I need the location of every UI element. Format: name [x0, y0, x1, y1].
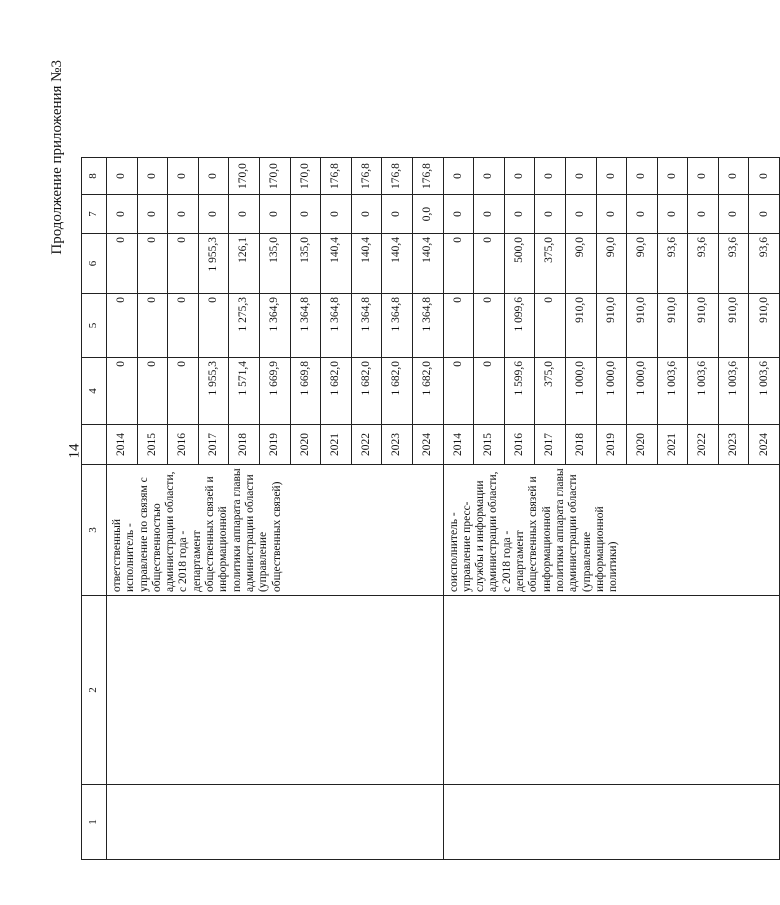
total-cell: 1 682,0	[382, 358, 413, 425]
total-cell: 1 000,0	[596, 358, 627, 425]
regional-cell: 93,6	[718, 234, 749, 294]
federal-cell: 910,0	[749, 294, 780, 358]
local-cell: 0	[443, 195, 474, 234]
header-row	[82, 158, 107, 860]
local-cell: 0	[474, 195, 505, 234]
federal-cell: 0	[198, 294, 229, 358]
other-cell: 0	[565, 158, 596, 195]
federal-cell: 0	[474, 294, 505, 358]
federal-cell: 1 364,8	[412, 294, 443, 358]
executor-description: соисполнитель - управление пресс-службы и информации администрации области, с 2018 года - департамент общественных связей и информационной политики аппарата главы администрации области (управление информационной политики)	[443, 465, 780, 596]
year-cell: 2022	[688, 425, 719, 465]
column-header-1: 2	[82, 596, 107, 785]
other-cell: 0	[137, 158, 168, 195]
table-row	[443, 158, 474, 860]
other-cell: 0	[504, 158, 535, 195]
regional-cell: 90,0	[596, 234, 627, 294]
year-cell: 2022	[351, 425, 382, 465]
other-cell: 0	[168, 158, 199, 195]
federal-cell: 1 364,8	[321, 294, 352, 358]
local-cell: 0	[229, 195, 260, 234]
local-cell: 0	[137, 195, 168, 234]
total-cell: 0	[168, 358, 199, 425]
column-header-0: 1	[82, 785, 107, 860]
total-cell: 1 682,0	[351, 358, 382, 425]
other-cell: 170,0	[290, 158, 321, 195]
total-cell: 1 955,3	[198, 358, 229, 425]
local-cell: 0	[351, 195, 382, 234]
year-cell: 2023	[718, 425, 749, 465]
other-cell: 176,8	[321, 158, 352, 195]
local-cell: 0	[168, 195, 199, 234]
local-cell: 0	[504, 195, 535, 234]
local-cell: 0	[290, 195, 321, 234]
total-cell: 1 669,8	[290, 358, 321, 425]
regional-cell: 0	[443, 234, 474, 294]
local-cell: 0	[688, 195, 719, 234]
local-cell: 0	[627, 195, 658, 234]
other-cell: 0	[627, 158, 658, 195]
other-cell: 170,0	[259, 158, 290, 195]
group-col1-cell	[107, 785, 444, 860]
year-cell: 2016	[168, 425, 199, 465]
federal-cell: 910,0	[596, 294, 627, 358]
total-cell: 1 003,6	[657, 358, 688, 425]
year-cell: 2018	[229, 425, 260, 465]
page-number: 14	[66, 443, 83, 459]
regional-cell: 90,0	[565, 234, 596, 294]
column-header-2: 3	[82, 465, 107, 596]
total-cell: 1 000,0	[565, 358, 596, 425]
table-row	[107, 158, 138, 860]
regional-cell: 93,6	[657, 234, 688, 294]
local-cell: 0	[535, 195, 566, 234]
federal-cell: 910,0	[627, 294, 658, 358]
column-header-5: 5	[82, 294, 107, 358]
other-cell: 0	[443, 158, 474, 195]
local-cell: 0	[718, 195, 749, 234]
year-cell: 2015	[137, 425, 168, 465]
federal-cell: 1 364,8	[382, 294, 413, 358]
year-cell: 2017	[535, 425, 566, 465]
regional-cell: 135,0	[290, 234, 321, 294]
regional-cell: 126,1	[229, 234, 260, 294]
total-cell: 1 003,6	[688, 358, 719, 425]
group-col1-cell	[443, 785, 780, 860]
local-cell: 0	[382, 195, 413, 234]
year-cell: 2024	[749, 425, 780, 465]
total-cell: 0	[137, 358, 168, 425]
year-cell: 2021	[657, 425, 688, 465]
other-cell: 0	[474, 158, 505, 195]
other-cell: 176,8	[412, 158, 443, 195]
total-cell: 1 003,6	[749, 358, 780, 425]
table-body	[107, 158, 780, 860]
total-cell: 1 669,9	[259, 358, 290, 425]
regional-cell: 93,6	[688, 234, 719, 294]
budget-table	[81, 157, 780, 860]
regional-cell: 375,0	[535, 234, 566, 294]
regional-cell: 140,4	[382, 234, 413, 294]
other-cell: 0	[688, 158, 719, 195]
regional-cell: 500,0	[504, 234, 535, 294]
federal-cell: 1 364,8	[351, 294, 382, 358]
federal-cell: 0	[168, 294, 199, 358]
other-cell: 0	[107, 158, 138, 195]
other-cell: 176,8	[382, 158, 413, 195]
column-header-3	[82, 425, 107, 465]
federal-cell: 0	[443, 294, 474, 358]
federal-cell: 910,0	[657, 294, 688, 358]
regional-cell: 0	[107, 234, 138, 294]
local-cell: 0	[259, 195, 290, 234]
federal-cell: 1 364,9	[259, 294, 290, 358]
year-cell: 2020	[627, 425, 658, 465]
page-title: Продолжение приложения №3	[49, 60, 65, 255]
regional-cell: 140,4	[351, 234, 382, 294]
federal-cell: 1 364,8	[290, 294, 321, 358]
local-cell: 0	[565, 195, 596, 234]
total-cell: 1 682,0	[412, 358, 443, 425]
regional-cell: 1 955,3	[198, 234, 229, 294]
regional-cell: 93,6	[749, 234, 780, 294]
other-cell: 0	[535, 158, 566, 195]
regional-cell: 140,4	[412, 234, 443, 294]
local-cell: 0	[198, 195, 229, 234]
year-cell: 2019	[596, 425, 627, 465]
year-cell: 2015	[474, 425, 505, 465]
other-cell: 170,0	[229, 158, 260, 195]
total-cell: 0	[443, 358, 474, 425]
regional-cell: 90,0	[627, 234, 658, 294]
year-cell: 2014	[107, 425, 138, 465]
total-cell: 1 571,4	[229, 358, 260, 425]
federal-cell: 910,0	[718, 294, 749, 358]
executor-description: ответственный исполнитель - управление по связям с общественностью администрации области, с 2018 года - департамент общественных связей и информационной политики аппарата главы администрации области (управление общественных связей)	[107, 465, 444, 596]
year-cell: 2021	[321, 425, 352, 465]
total-cell: 0	[474, 358, 505, 425]
regional-cell: 0	[474, 234, 505, 294]
other-cell: 0	[718, 158, 749, 195]
column-header-6: 6	[82, 234, 107, 294]
group-col2-cell	[107, 596, 444, 785]
year-cell: 2023	[382, 425, 413, 465]
column-header-8: 8	[82, 158, 107, 195]
year-cell: 2014	[443, 425, 474, 465]
local-cell: 0	[321, 195, 352, 234]
year-cell: 2024	[412, 425, 443, 465]
federal-cell: 910,0	[688, 294, 719, 358]
other-cell: 0	[657, 158, 688, 195]
local-cell: 0	[596, 195, 627, 234]
federal-cell: 1 275,3	[229, 294, 260, 358]
total-cell: 375,0	[535, 358, 566, 425]
local-cell: 0	[107, 195, 138, 234]
total-cell: 1 000,0	[627, 358, 658, 425]
other-cell: 0	[198, 158, 229, 195]
year-cell: 2018	[565, 425, 596, 465]
regional-cell: 0	[168, 234, 199, 294]
other-cell: 0	[749, 158, 780, 195]
federal-cell: 0	[137, 294, 168, 358]
regional-cell: 140,4	[321, 234, 352, 294]
federal-cell: 910,0	[565, 294, 596, 358]
year-cell: 2016	[504, 425, 535, 465]
column-header-7: 7	[82, 195, 107, 234]
federal-cell: 0	[535, 294, 566, 358]
total-cell: 0	[107, 358, 138, 425]
total-cell: 1 682,0	[321, 358, 352, 425]
year-cell: 2020	[290, 425, 321, 465]
total-cell: 1 599,6	[504, 358, 535, 425]
year-cell: 2017	[198, 425, 229, 465]
federal-cell: 0	[107, 294, 138, 358]
regional-cell: 135,0	[259, 234, 290, 294]
rotated-table-block	[49, 60, 770, 860]
local-cell: 0	[749, 195, 780, 234]
local-cell: 0,0	[412, 195, 443, 234]
group-col2-cell	[443, 596, 780, 785]
year-cell: 2019	[259, 425, 290, 465]
other-cell: 0	[596, 158, 627, 195]
local-cell: 0	[657, 195, 688, 234]
other-cell: 176,8	[351, 158, 382, 195]
regional-cell: 0	[137, 234, 168, 294]
federal-cell: 1 099,6	[504, 294, 535, 358]
total-cell: 1 003,6	[718, 358, 749, 425]
column-header-4: 4	[82, 358, 107, 425]
